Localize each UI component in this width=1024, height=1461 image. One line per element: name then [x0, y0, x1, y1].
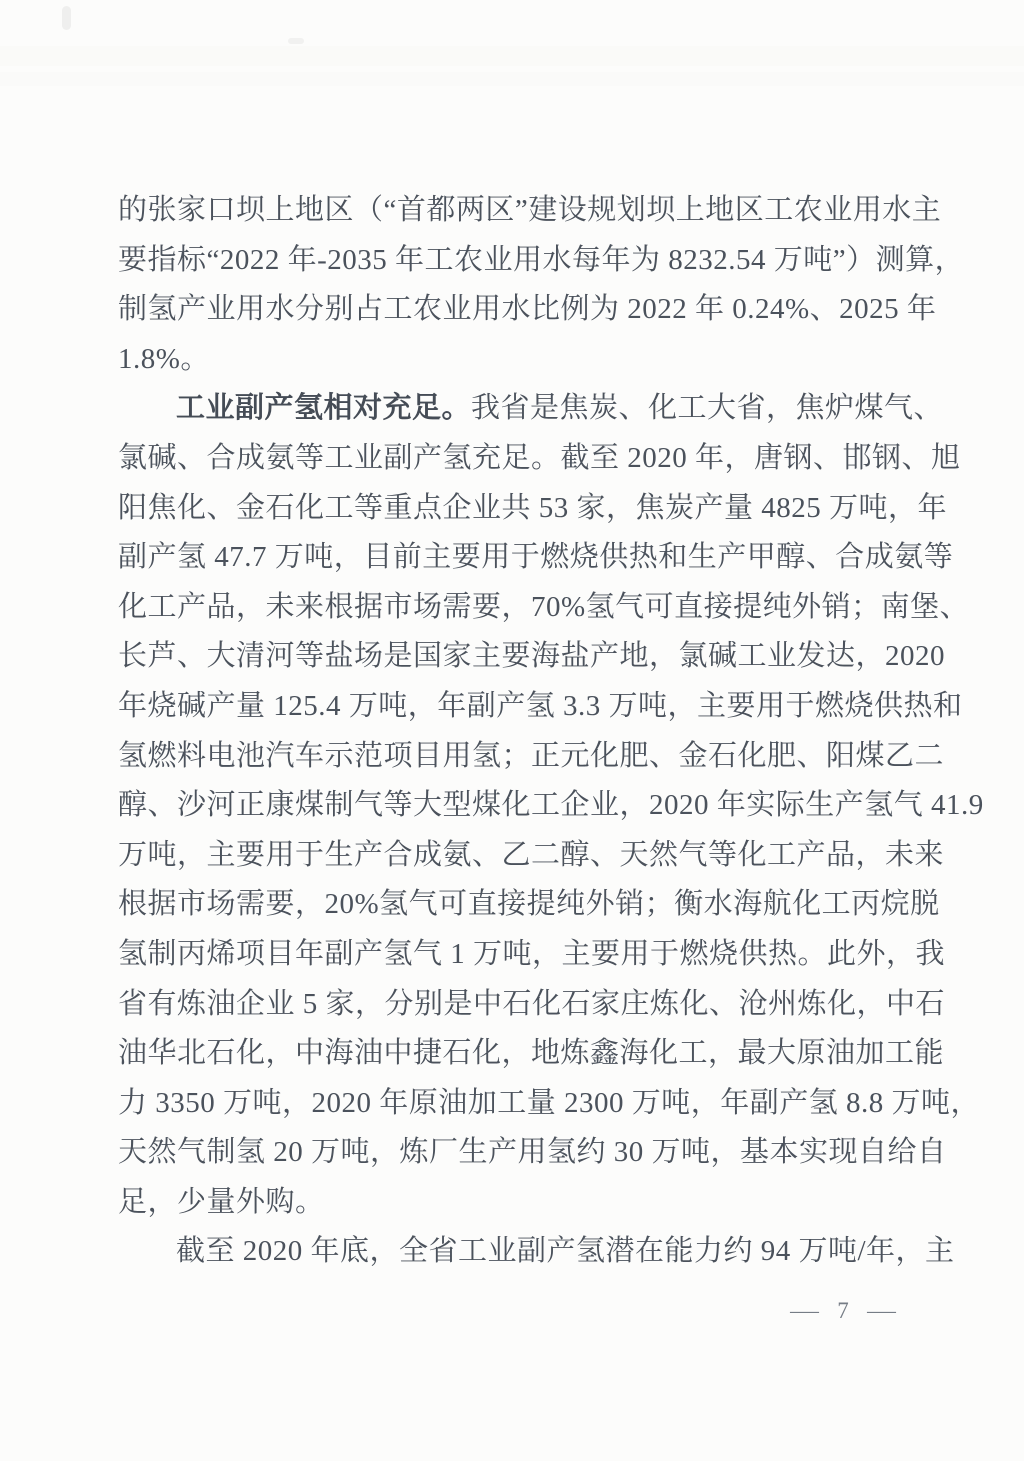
line-text: 的张家口坝上地区（“首都两区”建设规划坝上地区工农业用水主	[118, 194, 942, 226]
line-text: 阳焦化、金石化工等重点企业共 53 家，焦炭产量 4825 万吨，年	[118, 491, 948, 524]
line-text: 副产氢 47.7 万吨，目前主要用于燃烧供热和生产甲醇、合成氨等	[118, 541, 954, 574]
text-line	[118, 1128, 947, 1178]
line-text: 力 3350 万吨，2020 年原油加工量 2300 万吨，年副产氢 8.8 万吨，	[118, 1086, 981, 1119]
line-text: 1.8%。	[118, 342, 210, 375]
line-text: 氢燃料电池汽车示范项目用氢；正元化肥、金石化肥、阳煤乙二	[118, 739, 945, 772]
scan-artifact	[0, 46, 1024, 66]
text-line	[118, 980, 946, 1030]
text-line	[118, 930, 946, 980]
text-line	[118, 186, 942, 236]
line-text: 根据市场需要，20%氢气可直接提纯外销；衡水海航化工丙烷脱	[118, 888, 940, 921]
text-line	[118, 434, 961, 484]
text-line	[118, 831, 945, 881]
text-line	[118, 682, 963, 732]
text-line	[118, 880, 940, 930]
line-text: 氢制丙烯项目年副产氢气 1 万吨，主要用于燃烧供热。此外，我	[118, 937, 946, 970]
text-line	[118, 1227, 955, 1277]
line-text: 省有炼油企业 5 家，分别是中石化石家庄炼化、沧州炼化，中石	[118, 987, 946, 1020]
line-text: 油华北石化，中海油中捷石化，地炼鑫海化工，最大原油加工能	[118, 1037, 945, 1070]
line-text: 天然气制氢 20 万吨，炼厂生产用氢约 30 万吨，基本实现自给自	[118, 1136, 947, 1169]
text-line	[118, 632, 946, 682]
line-text: 化工产品，未来根据市场需要，70%氢气可直接提纯外销；南堡、	[118, 590, 970, 623]
bold-lead-sentence: 工业副产氢相对充足。	[176, 392, 472, 425]
line-text: 足，少量外购。	[118, 1185, 325, 1218]
page-number-dash-left: —	[790, 1298, 819, 1323]
text-line	[118, 533, 954, 583]
text-line	[118, 1079, 981, 1129]
scan-artifact	[0, 72, 1024, 86]
text-line	[118, 285, 937, 335]
text-line	[118, 384, 944, 434]
page-number-value: 7	[837, 1298, 849, 1323]
text-line	[118, 1029, 945, 1079]
text-line	[118, 781, 984, 831]
line-text: 长芦、大清河等盐场是国家主要海盐产地，氯碱工业发达，2020	[118, 640, 946, 673]
scan-artifact	[62, 6, 71, 30]
line-text: 年烧碱产量 125.4 万吨，年副产氢 3.3 万吨，主要用于燃烧供热和	[118, 689, 963, 722]
text-line	[118, 732, 945, 782]
line-text: 截至 2020 年底，全省工业副产氢潜在能力约 94 万吨/年，主	[176, 1235, 955, 1268]
line-text: 醇、沙河正康煤制气等大型煤化工企业，2020 年实际生产氢气 41.9	[118, 789, 984, 822]
scan-artifact	[288, 38, 304, 44]
page-number	[790, 1298, 896, 1324]
line-text: 万吨，主要用于生产合成氨、乙二醇、天然气等化工产品，未来	[118, 838, 945, 871]
text-line	[118, 236, 965, 286]
text-line	[118, 484, 948, 534]
line-text: 制氢产业用水分别占工农业用水比例为 2022 年 0.24%、2025 年	[118, 293, 937, 326]
page-number-dash-right: —	[867, 1298, 896, 1323]
line-text: 我省是焦炭、化工大省，焦炉煤气、	[471, 392, 944, 425]
line-text: 氯碱、合成氨等工业副产氢充足。截至 2020 年，唐钢、邯钢、旭	[118, 441, 961, 474]
line-text: 要指标“2022 年-2035 年工农业用水每年为 8232.54 万吨”）测算，	[118, 243, 965, 276]
text-line	[118, 335, 906, 385]
text-line	[118, 583, 970, 633]
text-line	[118, 1178, 906, 1228]
document-text	[118, 186, 984, 1277]
